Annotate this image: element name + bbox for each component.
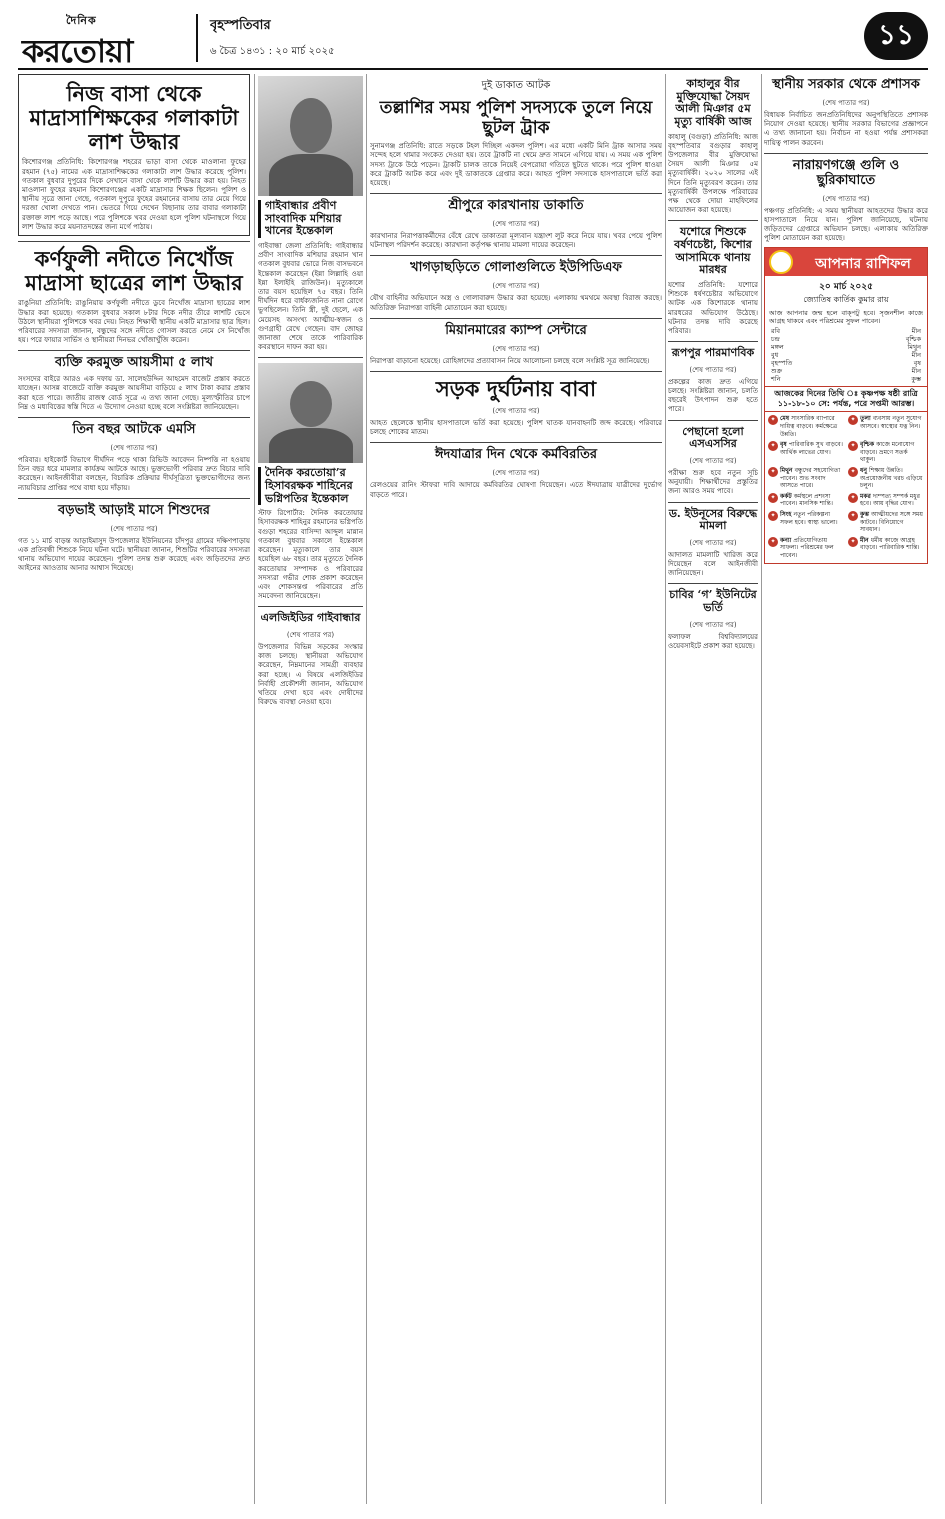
headline: মিয়ানমারের ক্যাম্প সেন্টারে	[445, 322, 587, 338]
article-sreepur[interactable]	[370, 199, 662, 250]
article-karnaphuli[interactable]	[18, 247, 250, 345]
headline: নারায়ণগঞ্জে গুলি ও ছুরিকাঘাতে	[792, 157, 900, 188]
divider	[668, 420, 758, 421]
portrait-photo	[258, 76, 363, 196]
column-divider	[665, 74, 666, 1504]
column-divider	[761, 74, 762, 1504]
article-lged[interactable]	[258, 612, 363, 707]
zodiac-sign-entry[interactable]	[848, 511, 924, 534]
planet-row	[771, 367, 921, 375]
headline: পেছানো হলো এসএসসির	[682, 424, 744, 451]
zodiac-symbol-icon: ✦	[768, 493, 778, 503]
zodiac-symbol-icon: ✦	[848, 467, 858, 477]
divider	[18, 350, 250, 351]
continuation-note: (শেষ পাতার পর)	[492, 407, 540, 416]
continuation-note: (শেষ পাতার পর)	[492, 344, 540, 353]
lead-article-truck[interactable]	[370, 78, 662, 188]
article-body: পঞ্চগড় প্রতিনিধি: এ সময় স্থানীয়রা আহতদের উদ্ধার করে হাসপাতালে নিয়ে যান। পুলিশ জানিয়েছে, ঘটনায় জড়িতদের গ্রেপ্তারে অভিযান চলছে। এলাকায় অতিরিক্ত পুলিশ মোতায়েন করা হয়েছে।	[764, 206, 928, 243]
zodiac-sign-name: তুলা	[860, 415, 873, 423]
headline: এলজিইডির গাইবান্ধার	[260, 611, 361, 625]
divider	[668, 220, 758, 221]
continuation-note: (শেষ পাতার পর)	[689, 538, 737, 547]
obituary-moshiar-khan[interactable]	[258, 76, 363, 352]
article-body: গত ১১ মার্চ বাড়ন্ত আড়াইমাসুদ উপজেলার ইউনিয়নের চাঁদপুর গ্রামের দক্ষিণপাড়ায় এক প্রতিবন্ধী শিশুকে নিয়ে ঘটনা ঘটে। স্থানীয়রা জানান, শিশুটির পরিবারের সদস্যরা থানায় অভিযোগ দায়ের করেছেন। পুলিশ তদন্ত শুরু করেছে এবং জড়িতদের দ্রুত আইনের আওতায় আনার আশ্বাস দিয়েছে।	[18, 536, 250, 573]
masthead-divider	[196, 14, 198, 62]
continuation-note: (শেষ পাতার পর)	[689, 620, 737, 629]
article-body: সুনামগঞ্জ প্রতিনিধি: রাতে সড়কে টহল দিচ্ছিল একদল পুলিশ। এর মধ্যে একটি মিনি ট্রাক আসার সময় সন্দেহ হলে থামার সংকেত দেওয়া হয়। তবে ট্রাকটি না থেমে দ্রুত সামনে এগিয়ে যায়। এ সময় এক পুলিশ সদস্য ট্রাকে উঠে পড়েন। ট্রাকটি চালক তাকে নিয়েই বেপরোয়া গতিতে ছুটতে থাকে। পরে পুলিশ ধাওয়া করে ট্রাকটি আটক করে এবং দুই ডাকাতকে গ্রেপ্তার করে। আহত পুলিশ সদস্যকে হাসপাতালে ভর্তি করা হয়েছে।	[370, 142, 662, 187]
divider	[370, 255, 662, 256]
planet-sign: বৃশ্চিক	[905, 335, 921, 344]
column-4	[668, 74, 758, 1504]
zodiac-sign-name: বৃশ্চিক	[860, 441, 877, 449]
continuation-note: (শেষ পাতার পর)	[689, 365, 737, 374]
zodiac-sign-text: দাম্পত্য সম্পর্ক মধুর হবে। আয় বৃদ্ধির যোগ।	[860, 492, 920, 508]
headline: নিজ বাসা থেকে মাদ্রাসাশিক্ষকের গলাকাটা লাশ উদ্ধার	[29, 81, 239, 155]
zodiac-sign-text: প্রতিযোগিতায় সাফল্য। পরিশ্রমের ফল পাবেন।	[780, 536, 834, 559]
zodiac-sign-entry[interactable]	[848, 415, 924, 438]
obituary-shahin-relative[interactable]	[258, 363, 363, 601]
article-tax-free-income[interactable]	[18, 356, 250, 412]
planet-sign: মীন	[911, 327, 921, 336]
headline: গাইবান্ধার প্রবীণ সাংবাদিক মশিয়ার খানের ইন্তেকাল	[265, 199, 342, 238]
column-1	[18, 74, 250, 1504]
issue-date: ৬ চৈত্র ১৪৩১ : ২০ মার্চ ২০২৫	[210, 46, 335, 57]
continuation-note: (শেষ পাতার পর)	[822, 194, 870, 203]
logo-main-text: করতোয়া	[22, 32, 133, 70]
obituary-caption	[258, 467, 363, 505]
divider	[668, 583, 758, 584]
zodiac-sign-text: সাংসারিক ব্যাপারে দায়িত্ব বাড়বে। কর্মক্ষেত্রে উন্নতি।	[780, 415, 838, 438]
article-eid-strike[interactable]	[370, 448, 662, 499]
tithi-line: আজকের দিনের তিথি ঃ কৃষ্ণপক্ষ ষষ্ঠী রাত্রি ১১-১৮-১০ সে: পর্যন্ত, পরে সপ্তমী আরম্ভ।	[765, 386, 927, 412]
continuation-note: (শেষ পাতার পর)	[286, 630, 335, 639]
article-body: উপজেলার বিভিন্ন সড়কের সংস্কার কাজ চলছে। স্থানীয়রা অভিযোগ করেছেন, নিম্নমানের সামগ্রী ব্যবহার করা হচ্ছে। এ বিষয়ে এলজিইডির নির্বাহী প্রকৌশলী জানান, অভিযোগ খতিয়ে দেখা হবে এবং দোষীদের বিরুদ্ধে ব্যবস্থা নেওয়া হবে।	[258, 642, 363, 707]
continuation-note: (শেষ পাতার পর)	[492, 220, 540, 229]
zodiac-sign-text: ধর্মীয় কাজে আগ্রহ বাড়বে। পারিবারিক শান্তি।	[860, 536, 920, 552]
photo-shoulders-shape	[269, 428, 353, 463]
zodiac-sign-name: মেষ	[780, 415, 792, 423]
headline: কর্ণফুলী নদীতে নিখোঁজ মাদ্রাসা ছাত্রের লাশ উদ্ধার	[25, 246, 243, 296]
continuation-note: (শেষ পাতার পর)	[492, 469, 540, 478]
divider	[18, 498, 250, 499]
photo-shoulders-shape	[269, 154, 353, 196]
zodiac-signs-grid	[765, 415, 927, 562]
zodiac-wheel-icon	[769, 250, 793, 274]
headline: সড়ক দুর্ঘটনায় বাবা	[435, 375, 597, 401]
column-divider	[366, 74, 367, 1504]
article-admission[interactable]	[668, 589, 758, 651]
zodiac-sign-text: কর্মস্থলে প্রশংসা পাবেন। মানসিক শান্তি।	[780, 492, 833, 508]
continuation-note: (শেষ পাতার পর)	[110, 444, 158, 453]
zodiac-symbol-icon: ✦	[768, 441, 778, 451]
zodiac-sign-entry[interactable]	[848, 467, 924, 490]
photo-head-shape	[290, 381, 332, 427]
column-3	[370, 74, 662, 1504]
article-body: কিশোরগঞ্জ প্রতিনিধি: কিশোরগঞ্জ শহরের ভাড়া বাসা থেকে মাওলানা ফুহের রহমান (৭৫) নামের এক মাদ্রাসাশিক্ষকের গলাকাটা লাশ উদ্ধার করেছে পুলিশ। গতকাল বুধবার দুপুরের দিকে সেখানে বাসা থেকে লাশটি উদ্ধার করা হয়। নিহত মাওলানা ফুহের রহমান কিশোরগঞ্জের একটি মাদ্রাসার শিক্ষক ছিলেন। পুলিশ ও স্থানীয় সূত্রে জানা গেছে, গতকাল দুপুরে ফুহের রহমানের বাসায় তার মেয়ে গিয়ে দরজা খোলা দেখতে পান। ভেতরে গিয়ে দেখেন বিছানায় তার বাবার গলাকাটা রক্তাক্ত লাশ পড়ে আছে। পরে পুলিশকে খবর দেওয়া হলে পুলিশ ঘটনাস্থলে গিয়ে লাশ উদ্ধার করে ময়নাতদন্তের জন্য মর্গে পাঠায়।	[22, 158, 246, 231]
article-kahalu-freedom-fighter[interactable]	[668, 78, 758, 215]
divider	[18, 241, 250, 242]
obituary-caption	[258, 200, 363, 238]
zodiac-symbol-icon: ✦	[768, 537, 778, 547]
article-body: প্রকল্পের কাজ দ্রুত এগিয়ে চলছে। সংশ্লিষ্টরা জানান, চলতি বছরেই উৎপাদন শুরু হতে পারে।	[668, 377, 758, 414]
planet-row	[771, 375, 921, 383]
zodiac-sign-entry[interactable]	[768, 415, 844, 438]
article-local-government[interactable]	[764, 78, 928, 148]
zodiac-sign-name: মিথুন	[780, 467, 795, 474]
planet-name: মঙ্গল	[771, 343, 784, 352]
divider	[668, 502, 758, 503]
article-body: যৌথ বাহিনীর অভিযানে অস্ত্র ও গোলাবারুদ উদ্ধার করা হয়েছে। এলাকায় থমথমে অবস্থা বিরাজ করছে। অতিরিক্ত নিরাপত্তা বাহিনী মোতায়েন করা হয়েছে।	[370, 294, 662, 312]
planet-row	[771, 343, 921, 351]
zodiac-sign-name: কুম্ভ	[860, 510, 872, 518]
zodiac-sign-entry[interactable]	[848, 537, 924, 560]
headline: কাহালুর বীর মুক্তিযোদ্ধা সৈয়দ আলী মিঞার ৫ম মৃত্যু বার্ষিকী আজ	[674, 77, 752, 128]
horoscope-date: ২০ মার্চ ২০২৫	[819, 282, 873, 293]
article-road-accident[interactable]	[370, 377, 662, 438]
headline: চাবির ‘গ’ ইউনিটের ভর্তি	[669, 588, 757, 615]
horoscope-section[interactable]	[764, 247, 928, 563]
portrait-photo	[258, 363, 363, 463]
article-body: কারখানার নিরাপত্তাকর্মীদের বেঁধে রেখে ডাকাতরা মূল্যবান যন্ত্রাংশ লুট করে নিয়ে যায়। খবর পেয়ে পুলিশ ঘটনাস্থল পরিদর্শন করেছে। কারখানা কর্তৃপক্ষ থানায় মামলা দায়ের করেছেন।	[370, 232, 662, 250]
divider	[370, 371, 662, 372]
zodiac-symbol-icon: ✦	[768, 415, 778, 425]
zodiac-sign-text: পারিবারিক সুখ বাড়বে। আর্থিক লাভের যোগ।	[780, 441, 843, 456]
zodiac-sign-text: শিক্ষায় উন্নতি। অপ্রয়োজনীয় খরচ এড়িয়ে চলুন।	[860, 467, 923, 490]
article-body: গাইবান্ধা জেলা প্রতিনিধি: গাইবান্ধার প্রবীণ সাংবাদিক মশিয়ার রহমান খান গতকাল বুধবার ভোরে নিজ বাসভবনে ইন্তেকাল করেছেন (ইন্না লিল্লাহি ওয়া ইন্না ইলাইহি রাজিউন)। মৃত্যুকালে তার বয়স হয়েছিল ৭৫ বছর। তিনি দীর্ঘদিন ধরে বার্ধক্যজনিত নানা রোগে ভুগছিলেন। তিনি স্ত্রী, দুই ছেলে, এক মেয়েসহ অসংখ্য আত্মীয়-স্বজন ও গুণগ্রাহী রেখে গেছেন। বাদ জোহর জানাজা শেষে তাকে পারিবারিক কবরস্থানে দাফন করা হয়।	[258, 241, 363, 352]
planet-sign: মীন	[911, 351, 921, 360]
headline: বড়ভাই আড়াই মাসে শিশুদের	[58, 502, 210, 518]
planet-row	[771, 359, 921, 367]
article-body: পরীক্ষা শুরু হবে নতুন সূচি অনুযায়ী। শিক্ষার্থীদের প্রস্তুতির জন্য আরও সময় পাবে।	[668, 468, 758, 496]
article-myanmar-camp[interactable]	[370, 324, 662, 366]
article-narayanganj[interactable]	[764, 159, 928, 244]
headline: রূপপুর পারমাণবিক	[671, 346, 755, 360]
zodiac-sign-text: বন্ধুদের সহযোগিতা পাবেন। শুভ সংবাদ আসতে পারে।	[780, 467, 841, 490]
continuation-note: (শেষ পাতার পর)	[110, 524, 158, 533]
divider	[370, 193, 662, 194]
planet-sign: কুম্ভ	[911, 375, 921, 384]
divider	[18, 417, 250, 418]
zodiac-symbol-icon: ✦	[848, 415, 858, 425]
article-children[interactable]	[18, 504, 250, 574]
planet-name: শুক্র	[771, 367, 783, 376]
article-body: বিধায়ক নির্বাচিত জনপ্রতিনিধিদের অনুপস্থিতিতে প্রশাসক নিয়োগ দেওয়া হয়েছে। স্থানীয় সরকার বিভাগের প্রজ্ঞাপনে এ তথ্য জানানো হয়। নির্বাচন না হওয়া পর্যন্ত প্রশাসকরা দায়িত্ব পালন করবেন।	[764, 110, 928, 147]
newspaper-logo[interactable]	[18, 12, 188, 70]
zodiac-symbol-icon: ✦	[848, 441, 858, 451]
zodiac-symbol-icon: ✦	[848, 537, 858, 547]
planet-name: শনি	[771, 375, 781, 384]
zodiac-sign-text: কাজে মনোযোগ বাড়বে। ভ্রমণে সতর্ক থাকুন।	[860, 441, 915, 464]
divider	[764, 153, 928, 154]
headline: শ্রীপুরে কারখানায় ডাকাতি	[448, 198, 584, 214]
article-body: আহত ছেলেকে স্থানীয় হাসপাতালে ভর্তি করা হয়েছে। পুলিশ ঘাতক যানবাহনটি জব্দ করেছে। পরিবারে চলছে শোকের মাতম।	[370, 419, 662, 437]
zodiac-sign-entry[interactable]	[768, 537, 844, 560]
planet-row	[771, 351, 921, 359]
zodiac-symbol-icon: ✦	[848, 493, 858, 503]
continuation-note: (শেষ পাতার পর)	[492, 282, 540, 291]
divider	[258, 606, 363, 607]
zodiac-sign-text: নতুন পরিকল্পনা সফল হবে। স্বাস্থ্য ভালো।	[780, 510, 838, 526]
column-5	[764, 74, 928, 1504]
continuation-note: (শেষ পাতার পর)	[822, 98, 870, 107]
zodiac-sign-entry[interactable]	[768, 467, 844, 490]
article-body: ফলাফল বিশ্ববিদ্যালয়ের ওয়েবসাইটে প্রকাশ করা হয়েছে।	[668, 632, 758, 650]
divider	[370, 318, 662, 319]
article-rooppur[interactable]	[668, 347, 758, 414]
headline: দৈনিক করতোয়া’র হিসাবরক্ষক শাহিনের ভগ্নিপতির ইন্তেকাল	[265, 466, 353, 505]
lead-headline: তল্লাশির সময় পুলিশ সদস্যকে তুলে নিয়ে ছুটল ট্রাক	[379, 98, 653, 138]
planet-name: বৃহস্পতি	[771, 359, 793, 368]
headline: ব্যক্তি করমুক্ত আয়সীমা ৫ লাখ	[54, 355, 214, 371]
horoscope-intro: আজ আপনার জন্ম হলে বাক্পটু হবে। সৃজনশীল কাজে আগ্রহ থাকবে এবং পরিশ্রমের সুফল পাবেন।	[769, 309, 923, 326]
headline: ঈদযাত্রার দিন থেকে কর্মবিরতির	[435, 447, 597, 463]
horoscope-author: জ্যোতিষ কার্তিক কুমার রায়	[803, 295, 889, 305]
zodiac-symbol-icon: ✦	[768, 467, 778, 477]
planet-name: রবি	[771, 327, 781, 336]
zodiac-symbol-icon: ✦	[848, 511, 858, 521]
article-yunus-case[interactable]	[668, 508, 758, 579]
page-number-badge: ১১	[864, 12, 928, 60]
zodiac-sign-name: বৃষ	[780, 441, 789, 449]
planet-sign: বৃষ	[913, 359, 921, 368]
horoscope-title: আপনার রাশিফল	[815, 256, 911, 273]
article-body: নিরাপত্তা বাড়ানো হয়েছে। রোহিঙ্গাদের প্রত্যাবাসন নিয়ে আলোচনা চলছে বলে সংশ্লিষ্ট সূত্র জানিয়েছে।	[370, 356, 650, 365]
zodiac-sign-name: মীন	[860, 536, 871, 544]
planet-name: বুধ	[771, 351, 779, 360]
planet-name: চন্দ্র	[771, 335, 780, 344]
continuation-note: (শেষ পাতার পর)	[689, 456, 737, 465]
zodiac-symbol-icon: ✦	[768, 511, 778, 521]
zodiac-sign-entry[interactable]	[768, 511, 844, 534]
zodiac-sign-entry[interactable]	[768, 441, 844, 464]
planet-row	[771, 327, 921, 335]
planet-sign: মীন	[911, 367, 921, 376]
divider	[258, 357, 363, 358]
article-body: যশোর প্রতিনিধি: যশোরে শিশুকে ধর্ষণচেষ্টার অভিযোগে আটক এক কিশোরকে থানায় মারধরের অভিযোগ উঠেছে। ঘটনার তদন্ত দাবি করেছে পরিবার।	[668, 280, 758, 335]
headline: তিন বছর আটকে এমসি	[72, 422, 196, 438]
headline: খাগড়াছড়িতে গোলাগুলিতে ইউপিডিএফ	[410, 260, 622, 276]
article-body: পরিবার। হাইকোর্ট বিভাগে দীর্ঘদিন পড়ে থাকা রিভিউ আবেদন নিষ্পত্তি না হওয়ায় তিন বছর ধরে মামলার কার্যক্রম আটকে আছে। ভুক্তভোগী পরিবার দ্রুত বিচার দাবি করেছেন। আইনজীবীরা বলছেন, বিচারিক প্রক্রিয়ার দীর্ঘসূত্রিতা ভুক্তভোগীদের জন্য ন্যায়বিচার প্রাপ্তির পথে বাধা হয়ে দাঁড়ায়।	[18, 456, 250, 492]
issue-day: বৃহস্পতিবার	[210, 18, 271, 33]
article-body: সংসদের বাইরে আরও এক দফায় ডা. সালেহউদ্দিন আহমেদ বাজেট প্রস্তাব করতে যাচ্ছেন। আসন্ন বাজেটে ব্যক্তি করমুক্ত আয়সীমা বাড়িয়ে ৫ লাখ টাকা করার প্রস্তাব করা হতে পারে। জাতীয় রাজস্ব বোর্ড সূত্রে এ তথ্য জানা গেছে। মূল্যস্ফীতির চাপে নিম্ন ও মধ্যবিত্তের স্বস্তি দিতে এ উদ্যোগ নেওয়া হচ্ছে বলে সংশ্লিষ্টরা জানিয়েছেন।	[18, 375, 250, 411]
planet-row	[771, 335, 921, 343]
column-2	[258, 74, 363, 1504]
column-divider	[254, 74, 255, 1504]
article-three-years[interactable]	[18, 423, 250, 493]
kicker: দুই ডাকাত আটক	[481, 80, 551, 91]
zodiac-sign-text: আত্মীয়দের সঙ্গে সময় কাটবে। বিনিয়োগে সাবধান।	[860, 510, 923, 534]
article-madrasa-teacher[interactable]	[18, 74, 250, 236]
headline: ড. ইউনূসের বিরুদ্ধে মামলা	[668, 506, 758, 533]
masthead	[18, 8, 928, 70]
zodiac-sign-entry[interactable]	[768, 493, 844, 508]
zodiac-sign-name: ধনু	[860, 467, 870, 474]
logo-top-text: দৈনিক	[66, 14, 97, 27]
article-khagrachari[interactable]	[370, 261, 662, 312]
zodiac-sign-entry[interactable]	[848, 441, 924, 464]
photo-head-shape	[290, 98, 332, 153]
planet-sign: মিথুন	[907, 343, 921, 352]
zodiac-sign-entry[interactable]	[848, 493, 924, 508]
headline: স্থানীয় সরকার থেকে প্রশাসক	[772, 77, 920, 92]
article-body: রাঙুনিয়া প্রতিনিধি: রাঙুনিয়ায় কর্ণফুলী নদীতে ডুবে নিখোঁজ মাদ্রাসা ছাত্রের লাশ উদ্ধার করা হয়েছে। গতকাল বুধবার সকাল ৮টার দিকে নদীর তীরে লাশটি ভেসে উঠলে স্থানীয়রা পুলিশকে খবর দেয়। নিহত শিক্ষার্থী স্থানীয় একটি মাদ্রাসার ছাত্র ছিল। পরিবারের সদস্যরা জানান, বন্ধুদের সঙ্গে নদীতে গোসল করতে নেমে সে নিখোঁজ হয়। পরে ফায়ার সার্ভিস ও স্থানীয়রা দিনভর খোঁজাখুঁজি করেন।	[18, 299, 250, 345]
article-body: কাহালু (বগুড়া) প্রতিনিধি: আজ বৃহস্পতিবার বগুড়ার কাহালু উপজেলার বীর মুক্তিযোদ্ধা সৈয়দ আলী মিঞার ৫ম মৃত্যুবার্ষিকী। ২০২০ সালের এই দিনে তিনি মৃত্যুবরণ করেন। তার মৃত্যুবার্ষিকী উপলক্ষে পরিবারের পক্ষ থেকে দোয়া মাহফিলের আয়োজন করা হয়েছে।	[668, 132, 758, 215]
zodiac-sign-name: কন্যা	[780, 536, 794, 544]
article-body: আদালত মামলাটি খারিজ করে দিয়েছেন বলে আইনজীবী জানিয়েছেন।	[668, 550, 758, 578]
horoscope-header	[765, 248, 927, 276]
planet-positions	[765, 327, 927, 383]
article-ssc[interactable]	[668, 426, 758, 497]
article-jashore[interactable]	[668, 226, 758, 336]
zodiac-sign-name: মকর	[860, 492, 873, 500]
zodiac-sign-text: ব্যবসায় নতুন সুযোগ আসবে। স্বাস্থ্যের যত্ন নিন।	[860, 415, 922, 431]
zodiac-sign-name: কর্কট	[780, 492, 794, 500]
headline: যশোরে শিশুকে বর্ষণচেষ্টা, কিশোর আসামিকে থানায় মারধর	[674, 225, 752, 277]
article-body: রেলওয়ের রানিং স্টাফরা দাবি আদায়ে কর্মবিরতির ঘোষণা দিয়েছেন। এতে ঈদযাত্রায় যাত্রীদের দুর্ভোগ বাড়তে পারে।	[370, 481, 662, 499]
article-body: স্টাফ রিপোর্টার: দৈনিক করতোয়ার হিসাবরক্ষক শাহিনুর রহমানের ভগ্নিপতি বগুড়া শহরের বাসিন্দা আব্দুল মান্নান গতকাল বুধবার সকালে ইন্তেকাল করেছেন। মৃত্যুকালে তার বয়স হয়েছিল ৬৮ বছর। তার মৃত্যুতে দৈনিক করতোয়ার সম্পাদক ও পরিবারের সদস্যরা গভীর শোক প্রকাশ করেছেন এবং শোকসন্তপ্ত পরিবারের প্রতি সমবেদনা জানিয়েছেন।	[258, 509, 363, 601]
divider	[668, 341, 758, 342]
divider	[370, 442, 662, 443]
zodiac-sign-name: সিংহ	[780, 510, 794, 518]
